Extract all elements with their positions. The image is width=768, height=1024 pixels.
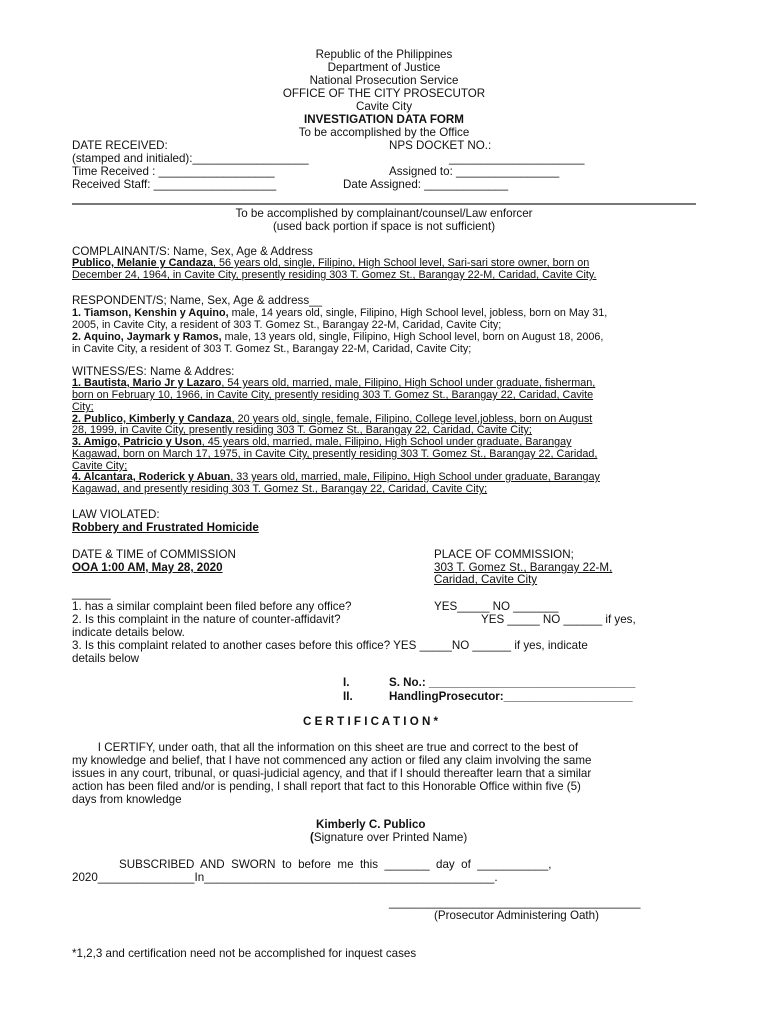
date-assigned-field: Date Assigned: _____________ [343,178,509,191]
sworn-line1: SUBSCRIBED AND SWORN to before me this _______ day of ___________, [119,858,552,871]
case-item-ii-number: II. [343,690,353,703]
signature-caption [310,831,467,844]
question-3: 3. Is this complaint related to another cases before this office? YES _____NO ______ if yes, indicate [72,639,588,652]
respondents-heading: RESPONDENT/S; Name, Sex, Age & address__ [72,294,323,307]
commission-date-heading: DATE & TIME of COMMISSION [72,548,236,561]
witness-1-name: 1. Bautista, Mario Jr y Lazaro [72,377,222,389]
witnesses-heading: WITNESS/ES: Name & Addres: [72,365,235,378]
signer-name: Kimberly C. Publico [316,818,426,831]
complainants-heading: COMPLAINANT/S: Name, Sex, Age & Address [72,245,313,258]
commission-place-line1: 303 T. Gomez St., Barangay 22-M, [434,561,613,574]
law-violated-value: Robbery and Frustrated Homicide [72,521,259,534]
header-republic: Republic of the Philippines [315,48,453,61]
prosecutor-caption: (Prosecutor Administering Oath) [434,909,599,922]
certification-line3: issues in any court, tribunal, or quasi-judicial agency, and that if I should thereafter learn that a similar [72,767,592,780]
header-office: OFFICE OF THE CITY PROSECUTOR [282,87,486,100]
law-violated-heading: LAW VIOLATED: [72,508,160,521]
complainant-entry-line2: December 24, 1964, in Cavite City, presently residing 303 T. Gomez St., Barangay 22-M, Caridad, Cavite City. [72,269,597,281]
question-2-continued: indicate details below. [72,626,185,639]
question-3-continued: details below [72,652,140,665]
questions-blank: ______ [72,587,111,600]
header-department: Department of Justice [327,61,441,74]
sworn-line2: 2020_______________In_____________________________________________. [72,871,498,884]
witness-1-line3: City; [72,401,94,413]
question-1-answer: YES_____ NO _______ [434,600,559,613]
complainant-details: , 56 years old, single, Filipino, High School level, Sari-sari store owner, born on [213,257,590,269]
complainant-note-line1: To be accomplished by complainant/counsel/Law enforcer [235,207,533,220]
time-received-field: Time Received : __________________ [72,165,275,178]
complainant-name: Publico, Melanie y Candaza [72,257,213,269]
form-subtitle: To be accomplished by the Office [298,126,470,139]
respondent-1-line2: 2005, in Cavite City, a resident of 303 T. Gomez St., Barangay 22-M, Caridad, Cavite City; [72,319,502,331]
section-divider [72,203,696,205]
prosecutor-signature-line: _______________________________________ [389,896,641,909]
certification-line1: I CERTIFY, under oath, that all the information on this sheet are true and correct to the best of [72,741,579,754]
nps-docket-blank: _____________________ [449,152,585,165]
witness-3-details: , 45 years old, married, male, Filipino, High School under graduate, Barangay [201,436,572,448]
witness-4-name: 4. Alcantara, Roderick y Abuan [72,471,231,483]
date-received-label: DATE RECEIVED: [72,139,168,152]
certification-line2: my knowledge and belief, that I have not commenced any action or filed any claim involving the same [72,754,592,767]
nps-docket-label: NPS DOCKET NO.: [389,139,492,152]
witness-1-details: , 54 years old, married, male, Filipino, High School under graduate, fisherman, [221,377,596,389]
question-1: 1. has a similar complaint been filed before any office? [72,600,352,613]
received-staff-field: Received Staff: ___________________ [72,178,277,191]
certification-title: C E R T I F I C A T I O N * [303,715,439,728]
witness-2-line2: 28, 1999, in Cavite City, presently residing 303 T. Gomez St., Barangay 22, Caridad, Cavite City; [72,424,532,436]
question-2-answer: YES _____ NO ______ if yes, [481,613,636,626]
commission-place-heading: PLACE OF COMMISSION; [434,548,574,561]
respondent-2-line2: in Cavite City, a resident of 303 T. Gomez St., Barangay 22-M, Caridad, Cavite City; [72,343,472,355]
case-item-i-number: I. [343,676,350,689]
signature-caption-paren: ( [310,831,314,844]
witness-3-line3: Cavite City; [72,460,128,472]
respondent-2-name: 2. Aquino, Jaymark y Ramos, [72,331,222,343]
handling-prosecutor: HandlingProsecutor:____________________ [389,690,633,703]
certification-line4: action has been filed and/or is pending, I shall report that fact to this Honorable Office within five (5) [72,780,581,793]
witness-4-details: , 33 years old, married, male, Filipino, High School under graduate, Barangay [230,471,600,483]
assigned-to-field: Assigned to: ________________ [389,165,560,178]
certification-line5: days from knowledge [72,793,182,806]
stamped-initialed-field: (stamped and initialed):__________________ [72,152,309,165]
question-2: 2. Is this complaint in the nature of counter-affidavit? [72,613,341,626]
signature-caption-text: Signature over Printed Name) [313,831,468,844]
commission-date-value: OOA 1:00 AM, May 28, 2020 [72,561,223,574]
witness-1-line2: born on February 10, 1966, in Cavite City, presently residing 303 T. Gomez St., Barangay 22, Caridad, Cavite [72,389,594,401]
commission-place-line2: Caridad, Cavite City [434,573,538,586]
witness-3-name: 3. Amigo, Patricio y Uson [72,436,202,448]
respondent-2-details: male, 13 years old, single, Filipino, High School level, born on August 18, 2006, [221,331,604,343]
complainant-note-line2: (used back portion if space is not sufficient) [272,220,496,233]
header-nps: National Prosecution Service [309,74,459,87]
witness-3-line2: Kagawad, born on March 17, 1975, in Cavite City, presently residing 303 T. Gomez St., Barangay 22, Caridad, [72,448,598,460]
respondent-1-name: 1. Tiamson, Kenshin y Aquino, [72,307,229,319]
case-serial-number: S. No.: ________________________________ [389,676,636,689]
footnote: *1,2,3 and certification need not be accomplished for inquest cases [72,947,417,960]
form-title: INVESTIGATION DATA FORM [304,113,464,126]
witness-4-line2: Kagawad, and presently residing 303 T. Gomez St., Barangay 22, Caridad, Cavite City; [72,483,488,495]
witness-2-name: 2. Publico, Kimberly y Candaza [72,413,232,425]
respondent-1-details: male, 14 years old, single, Filipino, High School level, jobless, born on May 31, [228,307,608,319]
header-city: Cavite City [355,100,413,113]
witness-2-details: , 20 years old, single, female, Filipino, College level,jobless, born on August [231,413,593,425]
